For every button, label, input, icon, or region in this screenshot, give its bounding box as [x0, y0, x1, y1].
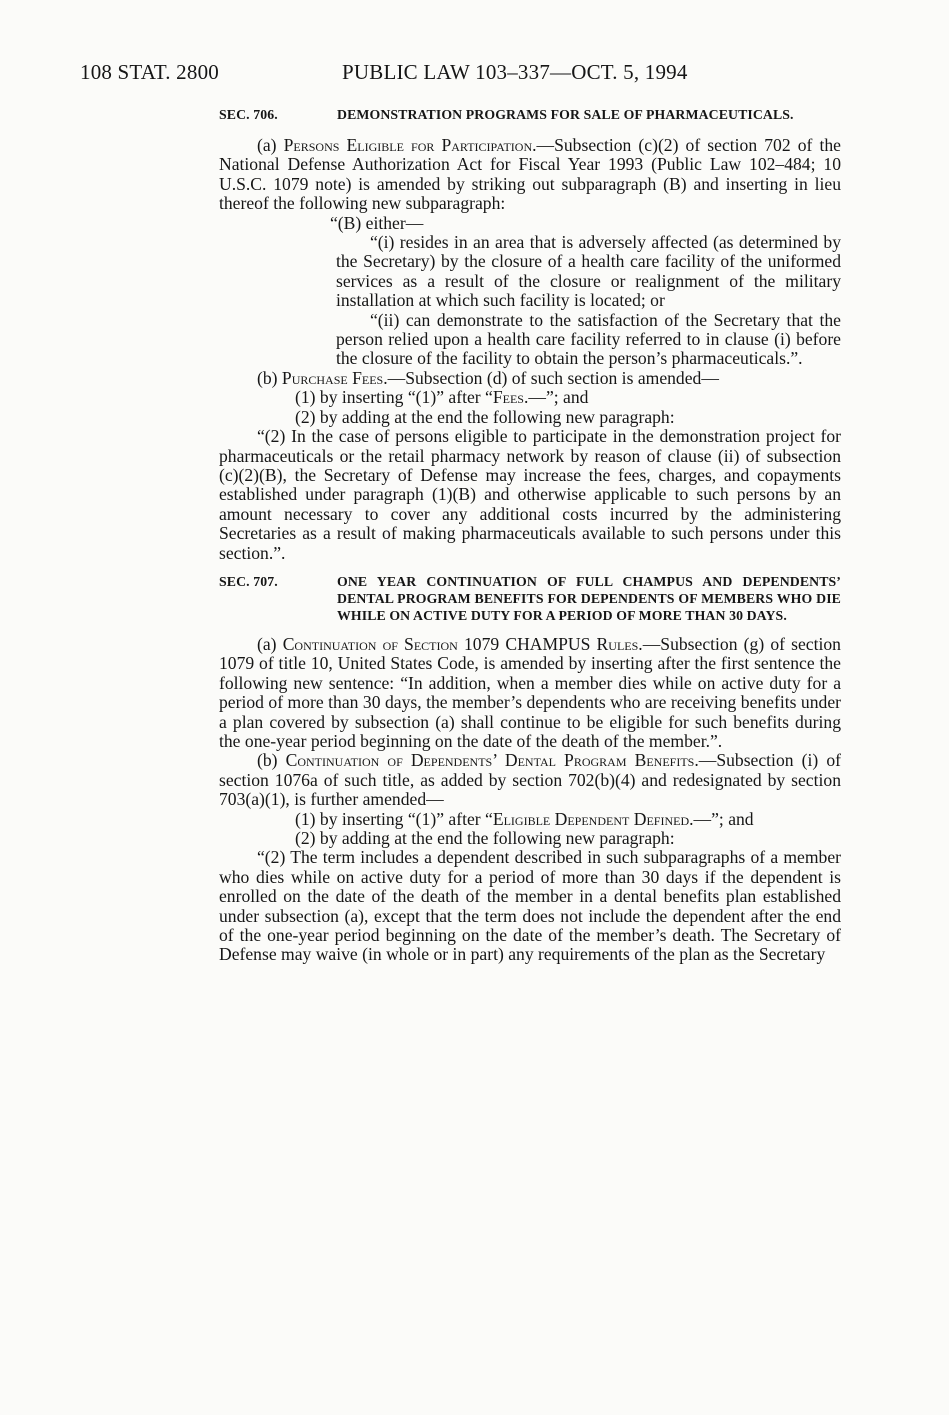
- document-body: [219, 106, 841, 965]
- subsection-a: (a) Continuation of Section 1079 CHAMPUS Rules.—Subsection (g) of section 1079 of title 10, United States Code, is amended by inserting after the first sentence the following new sentence: “In addition, when a member dies while on active duty for a period of more than 30 days, the member’s dependents who are receiving benefits under a plan covered by subsection (a) shall continue to be eligible for such benefits during the one-year period beginning on the date of the death of the member.”.: [219, 633, 841, 751]
- subsection-caption: Purchase Fees: [281, 367, 384, 388]
- quoted-clause-ii: “(ii) can demonstrate to the satisfaction of the Secretary that the person relied upon a health care facility referred to in clause (i) before the closure of the facility to obtain the person’s pharmaceuticals.”.: [336, 309, 841, 369]
- subsection-b: (b) Purchase Fees.—Subsection (d) of such section is amended—: [257, 367, 719, 388]
- paragraph-1: (1) by inserting “(1)” after “Fees.—”; and: [295, 387, 589, 408]
- paragraph-2: (2) by adding at the end the following new paragraph:: [295, 828, 675, 848]
- section-707-heading: [219, 573, 841, 624]
- public-law-title: PUBLIC LAW 103–337—OCT. 5, 1994: [342, 60, 688, 84]
- section-title: DEMONSTRATION PROGRAMS FOR SALE OF PHARMACEUTICALS.: [337, 107, 794, 122]
- subsection-a: (a) Persons Eligible for Participation.—Subsection (c)(2) of section 702 of the National Defense Authorization Act for Fiscal Year 1993 (Public Law 102–484; 10 U.S.C. 1079 note) is amended by striking out subparagraph (B) and inserting in lieu thereof the following new subparagraph:: [219, 135, 841, 214]
- paragraph-2: (2) by adding at the end the following new paragraph:: [295, 406, 675, 427]
- subsection-caption: Continuation of Section 1079 CHAMPUS Rules: [282, 633, 639, 654]
- section-number: SEC. 707.: [219, 573, 278, 589]
- paragraph-1: (1) by inserting “(1)” after “Eligible Dependent Defined.—”; and: [295, 808, 754, 829]
- section-706-heading: [219, 106, 841, 123]
- statute-page-number: 108 STAT. 2800: [80, 60, 219, 84]
- subsection-caption: Persons Eligible for Participation: [283, 135, 533, 155]
- quoted-paragraph: “(2) The term includes a dependent described in such subparagraphs of a member who dies while on active duty for a period of more than 30 days if the dependent is enrolled on the date of the death of the member in a dental benefits plan established under subsection (a), except that the term does not include the dependent after the end of the one-year period beginning on the date of the member’s death. The Secretary of Defense may waive (in whole or in part) any requirements of the plan as the Secretary: [219, 847, 841, 965]
- quoted-subparagraph-b: “(B) either—: [330, 212, 424, 233]
- quoted-clause-i: “(i) resides in an area that is adversely affected (as determined by the Secretary) by the closure of a health care facility of the uniformed services as a result of the closure or realignment of the military installation at which such facility is located; or: [336, 232, 841, 311]
- running-head: [80, 60, 849, 90]
- section-number: SEC. 706.: [219, 107, 278, 122]
- subsection-b: (b) Continuation of Dependents’ Dental Program Benefits.—Subsection (i) of section 1076a of such title, as added by section 702(b)(4) and redesignated by section 703(a)(1), is further amended—: [219, 750, 841, 810]
- section-title: ONE YEAR CONTINUATION OF FULL CHAMPUS AND DEPENDENTS’ DENTAL PROGRAM BENEFITS FOR DEPENDENTS OF MEMBERS WHO DIE WHILE ON ACTIVE DUTY FOR A PERIOD OF MORE THAN 30 DAYS.: [337, 573, 841, 623]
- subsection-caption: Continuation of Dependents’ Dental Program Benefits: [285, 750, 695, 771]
- quoted-paragraph: “(2) In the case of persons eligible to participate in the demonstration project for pharmaceuticals or the retail pharmacy network by reason of clause (ii) of subsection (c)(2)(B), the Secretary of Defense may increase the fees, charges, and copayments established under paragraph (1)(B) and otherwise applicable to such persons by an amount necessary to cover any additional costs incurred by the administering Secretaries as a result of making pharmaceuticals available to such persons under this section.”.: [219, 426, 841, 563]
